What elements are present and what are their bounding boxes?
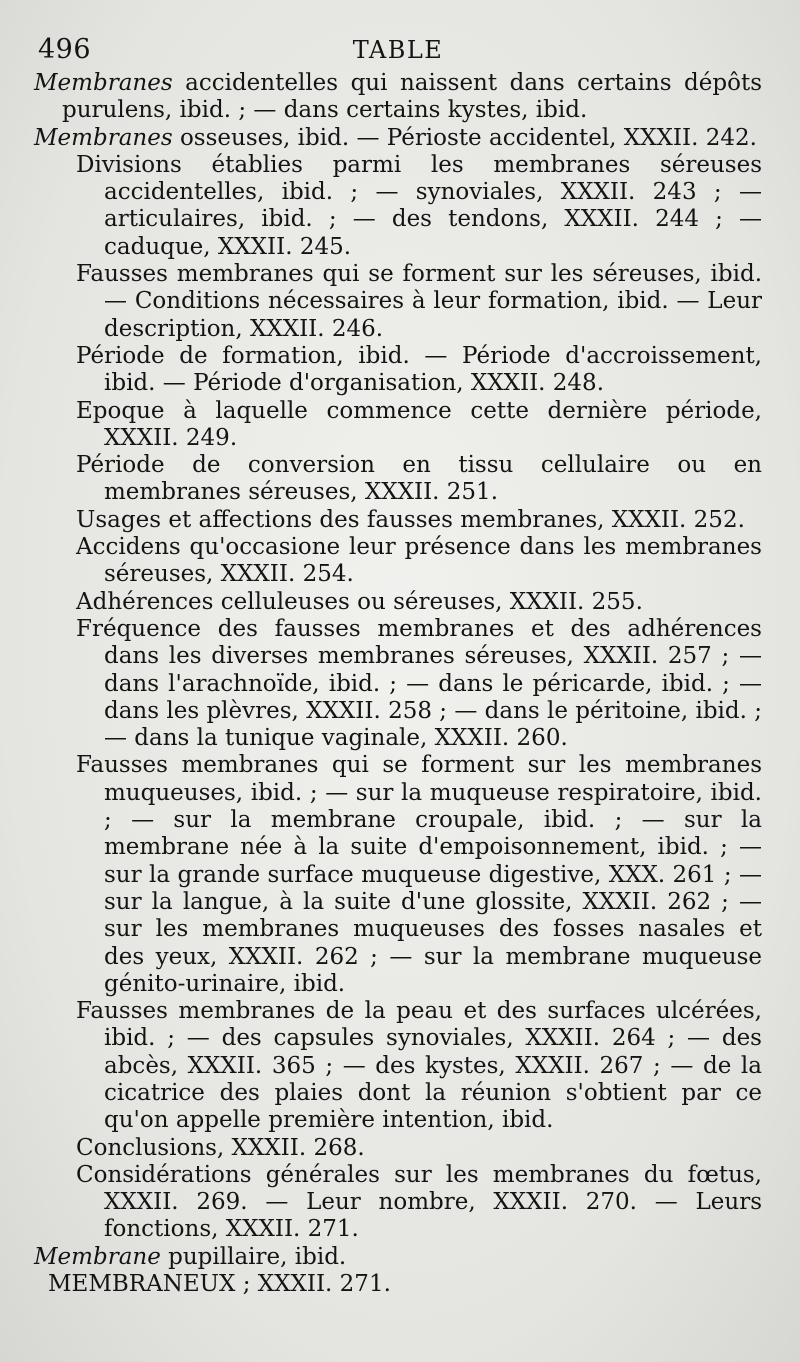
index-entry xyxy=(76,152,762,261)
index-entry xyxy=(34,1244,762,1271)
index-entry xyxy=(76,398,762,453)
entry-text: osseuses, ibid. — Périoste accidentel, XXXII. 242. xyxy=(172,124,757,151)
running-title: TABLE xyxy=(352,36,444,64)
entry-text: Fausses membranes qui se forment sur les membranes muqueuses, ibid. ; — sur la muqueuse respiratoire, ibid. ; — sur la membrane croupale, ibid. ; — sur la membrane née à la suite d'empoisonnement, ibid. ; — sur la grande surface muqueuse digestive, XXX. 261 ; — sur la langue, à la suite d'une glossite, XXXII. 262 ; — sur les membranes muqueuses des fosses nasales et des yeux, XXXII. 262 ; — sur la membrane muqueuse génito-urinaire, ibid. xyxy=(76,752,762,997)
index-entry xyxy=(76,998,762,1134)
entry-text: Divisions établies parmi les membranes séreuses accidentelles, ibid. ; — synoviales, XXXII. 243 ; — articulaires, ibid. ; — des tendons, XXXII. 244 ; — caduque, XXXII. 245. xyxy=(76,151,762,260)
index-entry-final xyxy=(48,1271,762,1298)
index-entry xyxy=(76,1162,762,1244)
index-entry xyxy=(76,616,762,752)
entry-text: Usages et affections des fausses membranes, XXXII. 252. xyxy=(76,506,745,533)
index-entry xyxy=(76,507,762,534)
page-number: 496 xyxy=(38,34,92,65)
page-header xyxy=(34,28,762,70)
entry-text: Considérations générales sur les membranes du fœtus, XXXII. 269. — Leur nombre, XXXII. 270. — Leurs fonctions, XXXII. 271. xyxy=(76,1161,762,1243)
index-entry xyxy=(76,534,762,589)
index-entries xyxy=(34,70,762,1298)
entry-text: Epoque à laquelle commence cette dernière période, XXXII. 249. xyxy=(76,397,762,451)
index-entry xyxy=(76,343,762,398)
index-entry xyxy=(76,1135,762,1162)
index-entry xyxy=(34,70,762,125)
entry-text: Adhérences celluleuses ou séreuses, XXXII. 255. xyxy=(76,588,643,615)
entry-text: MEMBRANEUX ; XXXII. 271. xyxy=(48,1271,391,1298)
entry-text: Fausses membranes qui se forment sur les séreuses, ibid. — Conditions nécessaires à leur formation, ibid. — Leur description, XXXII. 246. xyxy=(76,261,762,342)
entry-text: Accidens qu'occasione leur présence dans les membranes séreuses, XXXII. 254. xyxy=(76,534,762,588)
index-entry xyxy=(76,589,762,616)
entry-text: Période de formation, ibid. — Période d'accroissement, ibid. — Période d'organisation, XXXII. 248. xyxy=(76,342,762,397)
entry-text: accidentelles qui naissent dans certains dépôts purulens, ibid. ; — dans certains kystes, ibid. xyxy=(62,70,762,124)
entry-text: pupillaire, ibid. xyxy=(160,1243,347,1270)
entry-heading: Membranes xyxy=(34,70,173,96)
index-entry xyxy=(76,452,762,507)
entry-text: Fausses membranes de la peau et des surfaces ulcérées, ibid. ; — des capsules synoviales, XXXII. 264 ; — des abcès, XXXII. 365 ; — des kystes, XXXII. 267 ; — de la cicatrice des plaies dont la réunion s'obtient par ce qu'on appelle première intention, ibid. xyxy=(76,998,762,1134)
index-entry xyxy=(76,261,762,343)
entry-heading: Membrane xyxy=(34,1243,161,1270)
index-entry xyxy=(76,752,762,998)
index-entry xyxy=(34,125,762,152)
entry-text: Fréquence des fausses membranes et des adhérences dans les diverses membranes séreuses, XXXII. 257 ; — dans l'arachnoïde, ibid. ; — dans le péricarde, ibid. ; — dans les plèvres, XXXII. 258 ; — dans le péritoine, ibid. ; — dans la tunique vaginale, XXXII. 260. xyxy=(76,615,763,752)
entry-text: Période de conversion en tissu cellulaire ou en membranes séreuses, XXXII. 251. xyxy=(76,452,762,506)
entry-text: Conclusions, XXXII. 268. xyxy=(76,1134,365,1161)
entry-heading: Membranes xyxy=(34,124,173,151)
